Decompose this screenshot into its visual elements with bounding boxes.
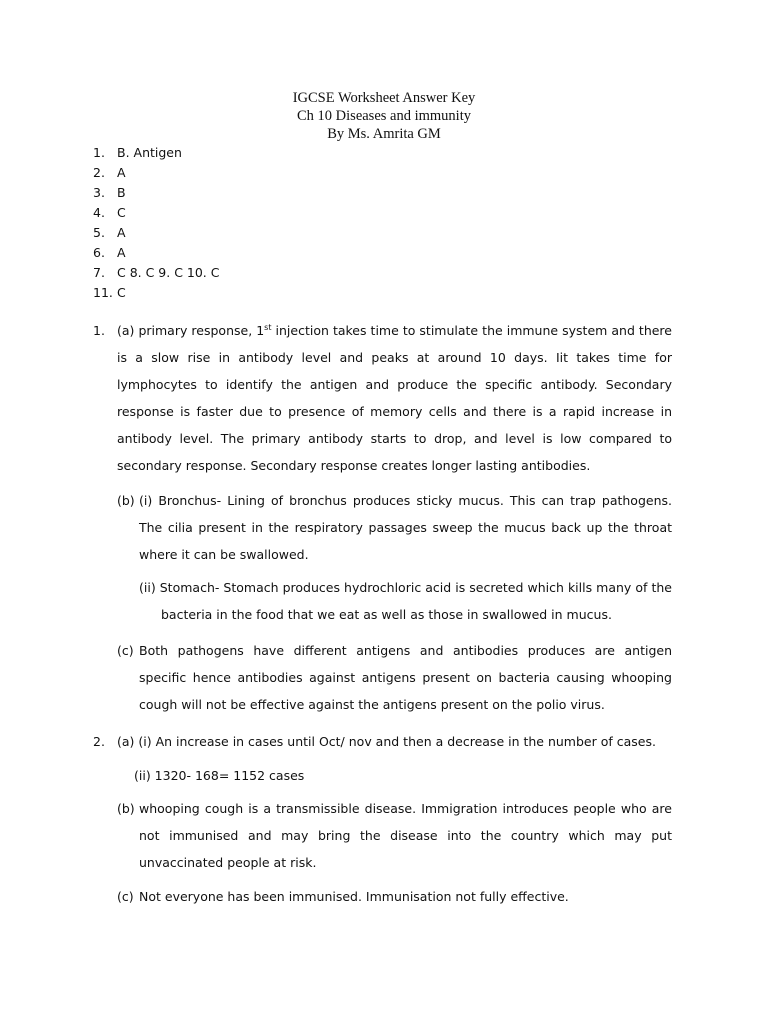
q1b-ii-answer: (ii) Stomach- Stomach produces hydrochloric acid is secreted which kills many of the bacteria in the food that we eat as well as those in swallowed in mucus. <box>139 580 672 622</box>
mcq-num: 2. <box>93 165 105 180</box>
mcq-item <box>93 243 493 263</box>
mcq-answer: B <box>117 185 126 200</box>
q1c-label: (c) <box>117 643 134 658</box>
mcq-answer: A <box>117 165 126 180</box>
mcq-num: 4. <box>93 205 105 220</box>
q1a-answer <box>117 317 672 479</box>
mcq-num: 11. <box>93 285 113 300</box>
q2c-answer: Not everyone has been immunised. Immunisation not fully effective. <box>139 889 569 904</box>
q2b-answer: whooping cough is a transmissible disease. Immigration introduces people who are not immunised and may bring the disease into the country which may put unvaccinated people at risk. <box>139 801 672 870</box>
q2a-ii-answer: (ii) 1320- 168= 1152 cases <box>134 768 305 783</box>
mcq-item <box>93 183 493 203</box>
doc-author: By Ms. Amrita GM <box>327 126 441 142</box>
mcq-answer: B. Antigen <box>117 145 182 160</box>
mcq-item <box>93 283 493 303</box>
mcq-num: 6. <box>93 245 105 260</box>
q2c-label: (c) <box>117 889 134 904</box>
doc-subtitle: Ch 10 Diseases and immunity <box>297 108 471 124</box>
q2-number: 2. <box>93 734 105 749</box>
doc-title: IGCSE Worksheet Answer Key <box>292 90 476 106</box>
q2a-answer: (a) (i) An increase in cases until Oct/ nov and then a decrease in the number of cases. <box>117 734 656 749</box>
mcq-num: 1. <box>93 145 105 160</box>
q1a-prefix: (a) primary response, 1 <box>117 323 265 338</box>
q1b-i-answer: (i) Bronchus- Lining of bronchus produces sticky mucus. This can trap pathogens. The cilia present in the respiratory passages sweep the mucus back up the throat where it can be swallowed. <box>139 493 672 562</box>
mcq-item <box>93 163 493 183</box>
mcq-item <box>93 223 493 243</box>
mcq-num: 3. <box>93 185 105 200</box>
mcq-answer-list <box>93 143 493 303</box>
mcq-answer: A <box>117 225 126 240</box>
mcq-item <box>93 203 493 223</box>
mcq-answer: C 8. C 9. C 10. C <box>117 265 220 280</box>
q1c-answer: Both pathogens have different antigens and antibodies produces are antigen specific hence antibodies against antigens present on bacteria causing whooping cough will not be effective against the antigens present on the polio virus. <box>139 643 672 712</box>
mcq-num: 5. <box>93 225 105 240</box>
q1a-superscript: st <box>264 322 272 332</box>
q2b-label: (b) <box>117 801 135 816</box>
mcq-answer: C <box>117 205 126 220</box>
mcq-answer: C <box>117 285 126 300</box>
q1a-text: injection takes time to stimulate the immune system and there is a slow rise in antibody level and peaks at around 10 days. Iit takes time for lymphocytes to identify the antigen and produce the specific antibody. Secondary response is faster due to presence of memory cells and there is a rapid increase in antibody level. The primary antibody starts to drop, and level is low compared to secondary response. Secondary response creates longer lasting antibodies. <box>117 323 672 473</box>
mcq-num: 7. <box>93 265 105 280</box>
q1-number: 1. <box>93 323 105 338</box>
mcq-answer: A <box>117 245 126 260</box>
mcq-item <box>93 263 493 283</box>
mcq-item <box>93 143 493 163</box>
q1b-label: (b) <box>117 493 135 508</box>
